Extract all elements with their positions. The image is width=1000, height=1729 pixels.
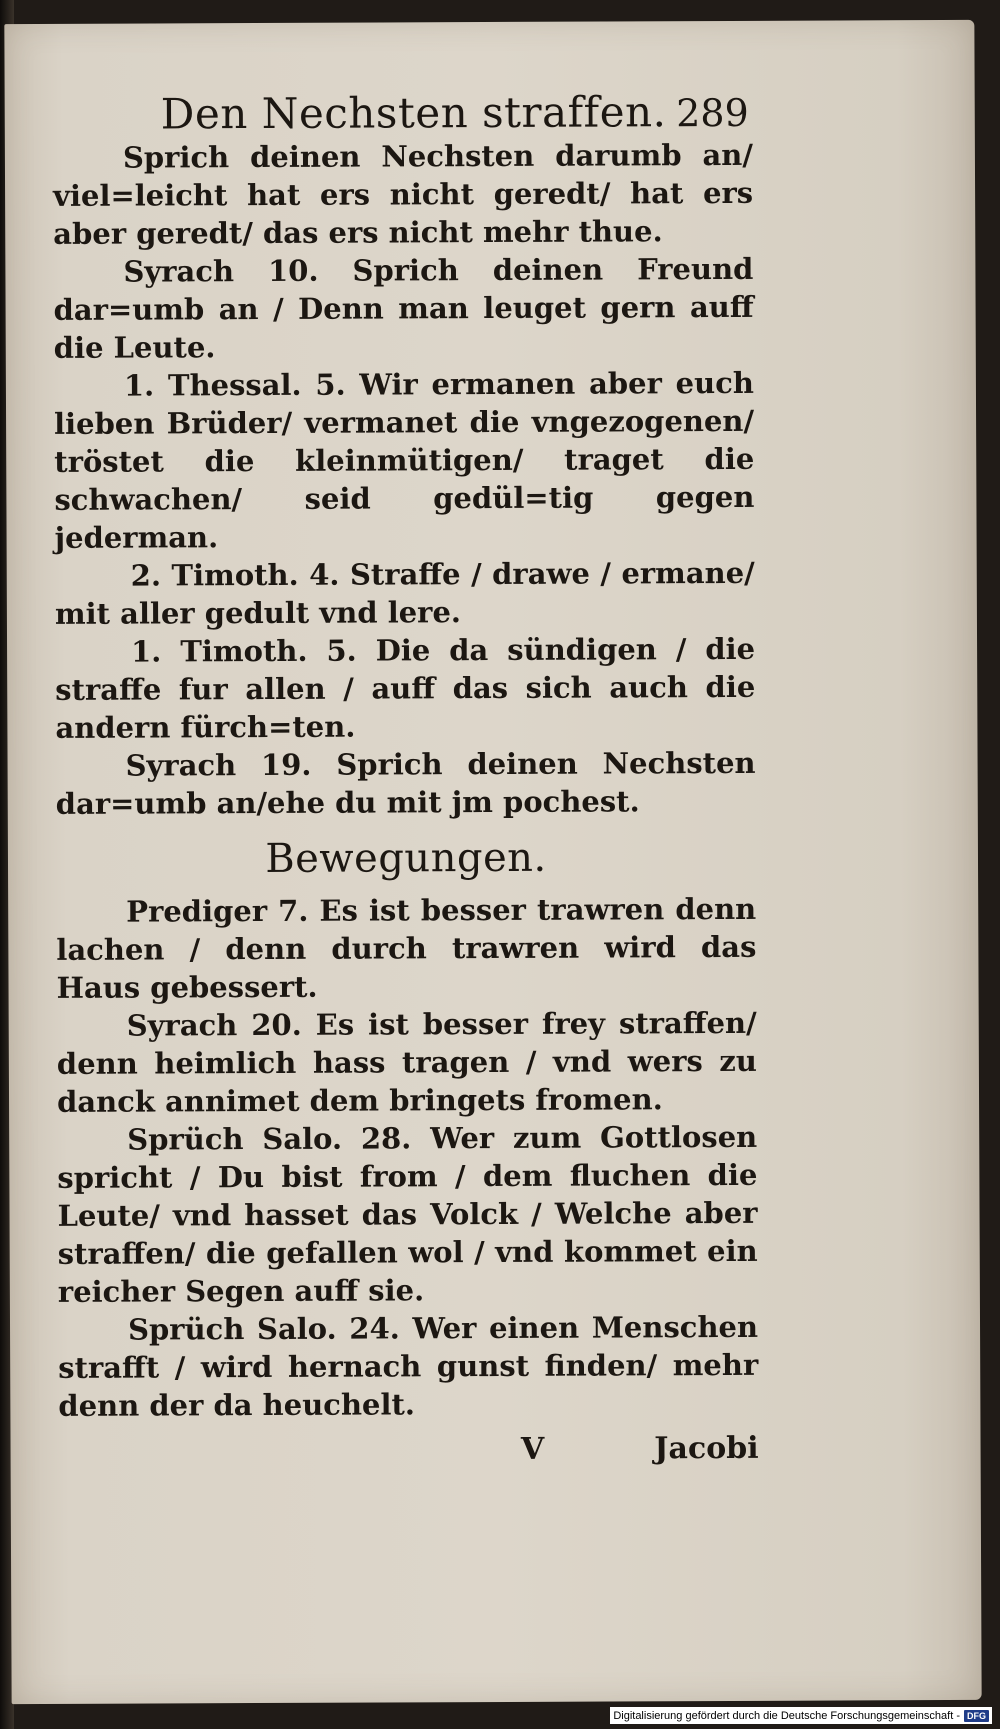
text-paragraph: Syrach 19. Sprich deinen Nechsten dar=umb an/ehe du mit jm pochest.: [55, 745, 756, 821]
dfg-logo: DFG: [964, 1710, 989, 1722]
text-paragraph: Sprich deinen Nechsten darumb an/ viel=leicht hat ers nicht geredt/ hat ers aber geredt/ das ers nicht mehr thue.: [53, 137, 754, 251]
page-header: [53, 87, 753, 139]
funding-notice: [610, 1707, 992, 1724]
text-paragraph: Syrach 10. Sprich deinen Freund dar=umb an / Denn man leuget gern auff die Leute.: [53, 251, 754, 365]
text-block: [53, 87, 759, 1471]
catchword: Jacobi: [654, 1430, 759, 1467]
text-paragraph: Prediger 7. Es ist besser trawren denn lachen / denn durch trawren wird das Haus gebessert.: [56, 891, 757, 1005]
text-paragraph: 1. Timoth. 5. Die da sündigen / die straffe fur allen / auff das sich auch die andern fürch=ten.: [55, 631, 756, 745]
signature-mark: V: [520, 1431, 545, 1467]
section-heading: Bewegungen.: [265, 834, 547, 882]
text-paragraph: Syrach 20. Es ist besser frey straffen/ denn heimlich hass tragen / vnd wers zu danck annimet dem bringets fromen.: [56, 1005, 757, 1119]
book-page: [4, 20, 981, 1704]
text-paragraph: Sprüch Salo. 28. Wer zum Gottlosen spricht / Du bist from / dem fluchen die Leute/ vnd hasset das Volck / Welche aber straffen/ die gefallen wol / vnd kommet ein reicher Segen auff sie.: [57, 1119, 758, 1309]
funding-notice-text: Digitalisierung gefördert durch die Deutsche Forschungsgemeinschaft -: [613, 1709, 960, 1722]
text-paragraph: 1. Thessal. 5. Wir ermanen aber euch lieben Brüder/ vermanet die vngezogenen/ tröstet die kleinmütigen/ traget die schwachen/ seid gedül=tig gegen jederman.: [54, 365, 755, 555]
running-title: Den Nechsten straffen.: [160, 87, 667, 139]
text-paragraph: Sprüch Salo. 24. Wer einen Menschen strafft / wird hernach gunst finden/ mehr denn der da heuchelt.: [58, 1309, 759, 1423]
page-number: 289: [676, 90, 749, 136]
page-footer: [58, 1430, 758, 1471]
text-paragraph: 2. Timoth. 4. Straffe / drawe / ermane/ mit aller gedult vnd lere.: [54, 555, 755, 631]
